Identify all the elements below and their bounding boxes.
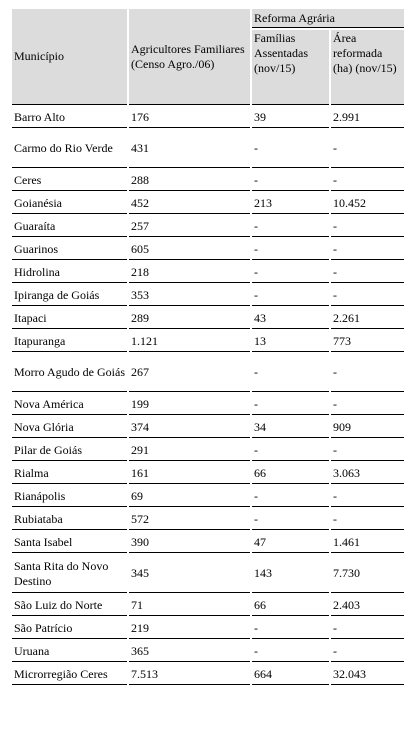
familias-cell: 39 xyxy=(252,107,329,128)
familias-cell: - xyxy=(252,618,329,639)
agricultores-cell: 605 xyxy=(129,239,250,260)
agricultores-cell: 1.121 xyxy=(129,331,250,352)
agricultores-cell: 257 xyxy=(129,216,250,237)
municipio-cell: Guaraíta xyxy=(12,216,127,237)
table-row xyxy=(12,130,404,168)
familias-cell: 13 xyxy=(252,331,329,352)
area-cell: - xyxy=(331,216,404,237)
area-cell: 2.991 xyxy=(331,107,404,128)
municipio-cell: Nova América xyxy=(12,394,127,415)
familias-cell: 66 xyxy=(252,463,329,484)
municipio-cell: Goianésia xyxy=(12,193,127,214)
table-row xyxy=(12,394,404,415)
table-row xyxy=(12,509,404,530)
familias-cell: - xyxy=(252,486,329,507)
agricultores-cell: 199 xyxy=(129,394,250,415)
familias-cell: - xyxy=(252,440,329,461)
agricultores-cell: 365 xyxy=(129,641,250,662)
agricultores-cell: 572 xyxy=(129,509,250,530)
municipio-cell: Ceres xyxy=(12,170,127,191)
familias-cell: 47 xyxy=(252,532,329,553)
municipio-cell: Barro Alto xyxy=(12,107,127,128)
area-cell: - xyxy=(331,239,404,260)
table-row xyxy=(12,193,404,214)
table-row xyxy=(12,354,404,392)
municipio-cell: Morro Agudo de Goiás xyxy=(12,354,127,392)
area-cell: 1.461 xyxy=(331,532,404,553)
familias-cell: - xyxy=(252,216,329,237)
familias-cell: - xyxy=(252,354,329,392)
agricultores-cell: 390 xyxy=(129,532,250,553)
table-row xyxy=(12,308,404,329)
familias-cell: 66 xyxy=(252,595,329,616)
familias-cell: 43 xyxy=(252,308,329,329)
area-cell: - xyxy=(331,262,404,283)
header-familias: Famílias Assentadas (nov/15) xyxy=(252,30,329,105)
area-cell: - xyxy=(331,285,404,306)
municipio-cell: São Patrício xyxy=(12,618,127,639)
table-row xyxy=(12,417,404,438)
municipio-cell: Itapaci xyxy=(12,308,127,329)
agricultores-cell: 291 xyxy=(129,440,250,461)
area-cell: - xyxy=(331,509,404,530)
table-row xyxy=(12,216,404,237)
table-row xyxy=(12,595,404,616)
area-cell: 909 xyxy=(331,417,404,438)
area-cell: - xyxy=(331,170,404,191)
table-row xyxy=(12,331,404,352)
header-municipio: Município xyxy=(12,9,127,105)
municipio-cell: Guarinos xyxy=(12,239,127,260)
agricultores-cell: 452 xyxy=(129,193,250,214)
familias-cell: 213 xyxy=(252,193,329,214)
area-cell: - xyxy=(331,618,404,639)
familias-cell: 664 xyxy=(252,664,329,685)
municipio-cell: Pilar de Goiás xyxy=(12,440,127,461)
area-cell: 773 xyxy=(331,331,404,352)
area-cell: - xyxy=(331,394,404,415)
municipio-cell: Hidrolina xyxy=(12,262,127,283)
familias-cell: - xyxy=(252,170,329,191)
table-row xyxy=(12,664,404,685)
area-cell: - xyxy=(331,354,404,392)
agricultores-cell: 353 xyxy=(129,285,250,306)
table-row xyxy=(12,641,404,662)
header-agricultores: Agricultores Familiares (Censo Agro./06) xyxy=(129,9,250,105)
municipio-cell: Rialma xyxy=(12,463,127,484)
municipio-cell: Carmo do Rio Verde xyxy=(12,130,127,168)
data-table xyxy=(10,7,406,687)
area-cell: 7.730 xyxy=(331,555,404,593)
area-cell: - xyxy=(331,641,404,662)
table-row xyxy=(12,262,404,283)
agricultores-cell: 69 xyxy=(129,486,250,507)
area-cell: - xyxy=(331,130,404,168)
municipio-cell: Uruana xyxy=(12,641,127,662)
header-reforma-agraria: Reforma Agrária xyxy=(252,9,404,28)
familias-cell: - xyxy=(252,394,329,415)
familias-cell: - xyxy=(252,509,329,530)
municipio-cell: Ipiranga de Goiás xyxy=(12,285,127,306)
municipio-cell: Rubiataba xyxy=(12,509,127,530)
area-cell: 3.063 xyxy=(331,463,404,484)
familias-cell: 34 xyxy=(252,417,329,438)
table-row xyxy=(12,555,404,593)
table-row xyxy=(12,285,404,306)
agricultores-cell: 218 xyxy=(129,262,250,283)
table-row xyxy=(12,486,404,507)
municipio-cell: Santa Rita do Novo Destino xyxy=(12,555,127,593)
table-row xyxy=(12,618,404,639)
agricultores-cell: 7.513 xyxy=(129,664,250,685)
area-cell: - xyxy=(331,440,404,461)
familias-cell: - xyxy=(252,130,329,168)
municipio-cell: Itapuranga xyxy=(12,331,127,352)
agricultores-cell: 267 xyxy=(129,354,250,392)
municipio-cell: São Luiz do Norte xyxy=(12,595,127,616)
agricultores-cell: 71 xyxy=(129,595,250,616)
table-body xyxy=(12,107,404,685)
agricultores-cell: 289 xyxy=(129,308,250,329)
area-cell: 32.043 xyxy=(331,664,404,685)
agricultores-cell: 161 xyxy=(129,463,250,484)
agricultores-cell: 345 xyxy=(129,555,250,593)
municipio-cell: Microrregião Ceres xyxy=(12,664,127,685)
table-row xyxy=(12,170,404,191)
area-cell: 10.452 xyxy=(331,193,404,214)
familias-cell: - xyxy=(252,239,329,260)
familias-cell: - xyxy=(252,262,329,283)
table-row xyxy=(12,463,404,484)
familias-cell: - xyxy=(252,285,329,306)
area-cell: 2.403 xyxy=(331,595,404,616)
familias-cell: 143 xyxy=(252,555,329,593)
area-cell: - xyxy=(331,486,404,507)
agricultores-cell: 374 xyxy=(129,417,250,438)
agricultores-cell: 288 xyxy=(129,170,250,191)
table-row xyxy=(12,239,404,260)
area-cell: 2.261 xyxy=(331,308,404,329)
header-area: Área reformada (ha) (nov/15) xyxy=(331,30,404,105)
table-row xyxy=(12,440,404,461)
agricultores-cell: 176 xyxy=(129,107,250,128)
table-row xyxy=(12,532,404,553)
table-row xyxy=(12,107,404,128)
familias-cell: - xyxy=(252,641,329,662)
agricultores-cell: 219 xyxy=(129,618,250,639)
municipio-cell: Nova Glória xyxy=(12,417,127,438)
municipio-cell: Rianápolis xyxy=(12,486,127,507)
agricultores-cell: 431 xyxy=(129,130,250,168)
municipio-cell: Santa Isabel xyxy=(12,532,127,553)
